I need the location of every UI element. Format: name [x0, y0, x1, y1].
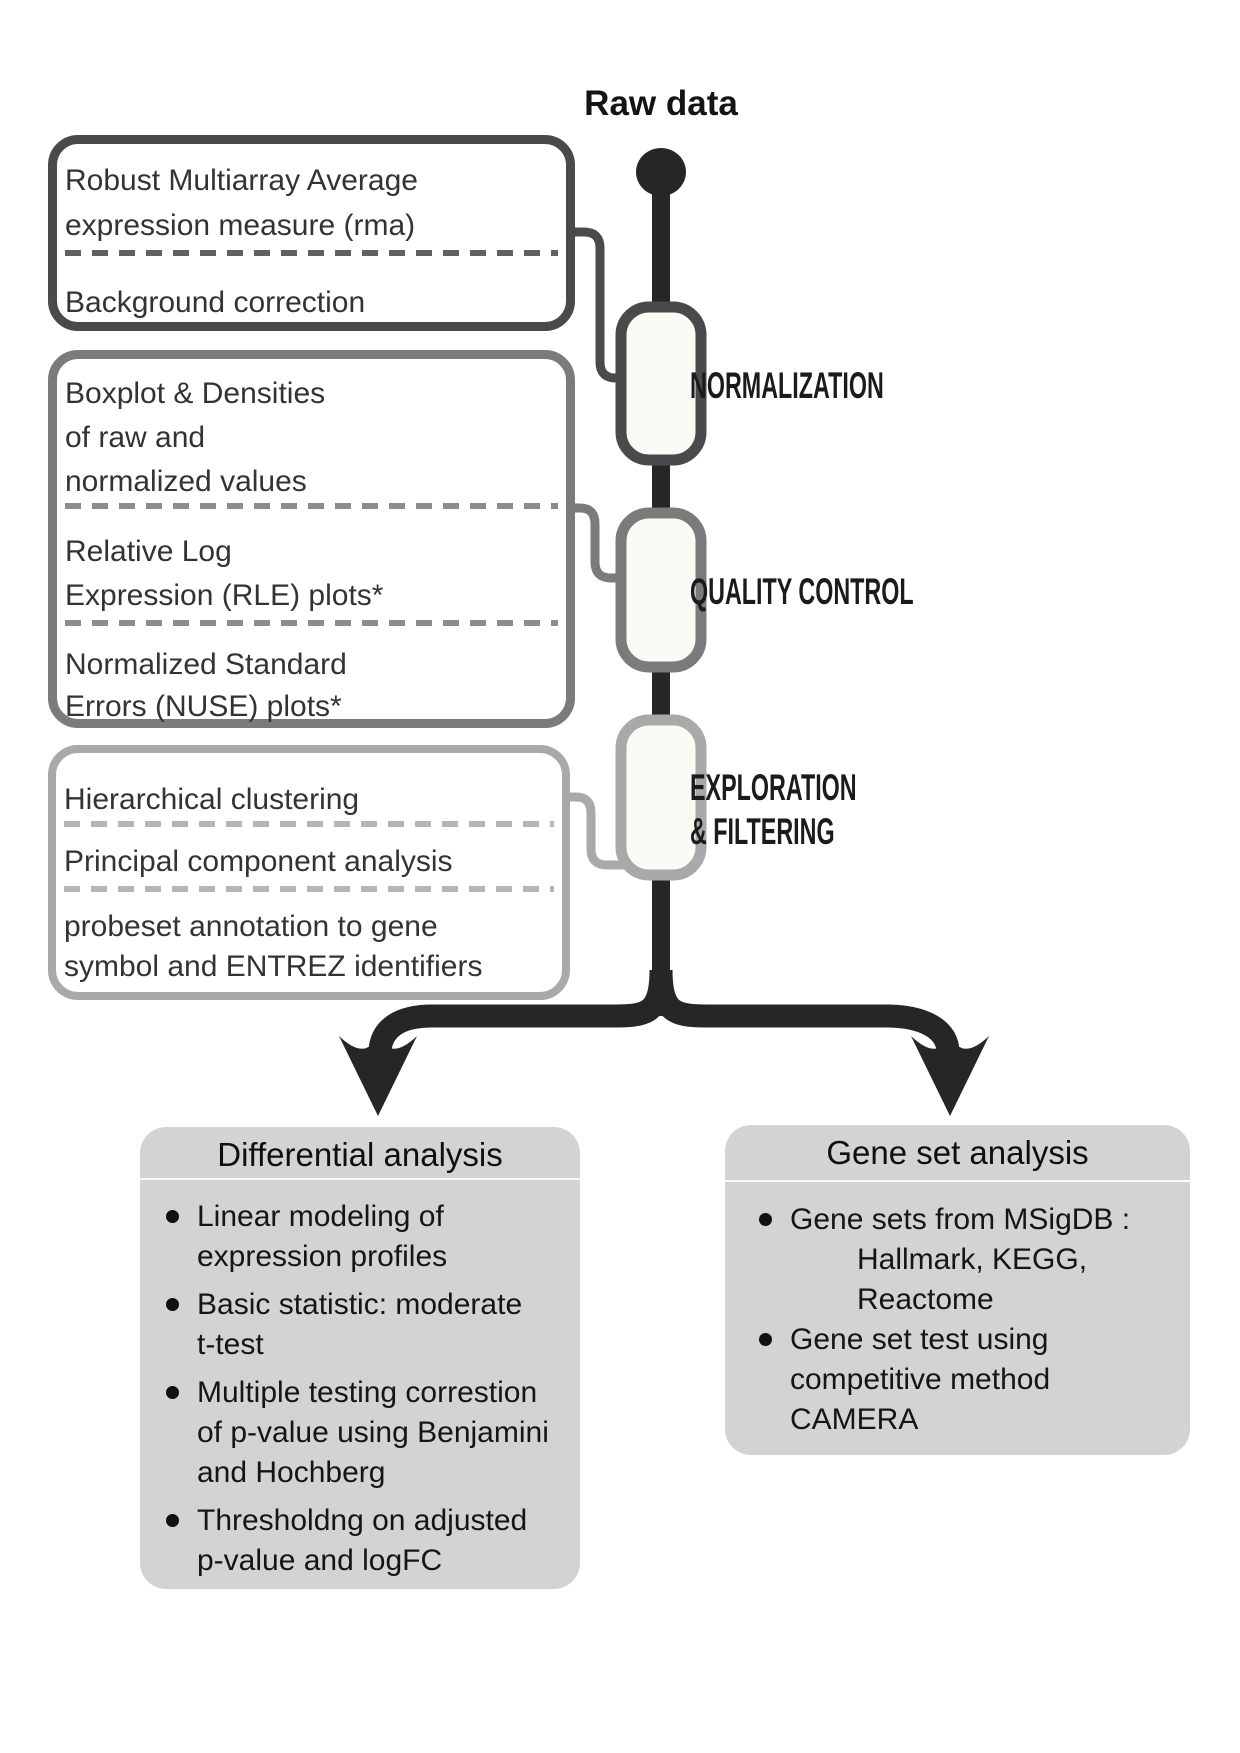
- box-item-line: Expression (RLE) plots*: [65, 579, 384, 612]
- dashed-divider: [65, 503, 558, 509]
- bullet-subline: Hallmark, KEGG,: [857, 1243, 1088, 1276]
- box-item-line: Background correction: [65, 286, 366, 319]
- box-item-line: of raw and: [65, 421, 206, 454]
- box-item: [65, 158, 560, 248]
- gene-set-analysis-bullets: [790, 1200, 1182, 1440]
- bullet-line: competitive method: [790, 1363, 1051, 1396]
- bullet-line: Basic statistic: moderate: [197, 1288, 523, 1321]
- bullet-item: [197, 1197, 572, 1277]
- stage-label-normalization: [690, 364, 998, 408]
- box-item: [64, 841, 556, 883]
- bullet-item: [790, 1320, 1182, 1440]
- gene-set-analysis-box: [725, 1125, 1190, 1455]
- stage-pill-exploration: [621, 720, 701, 875]
- bullet-line: Linear modeling of: [197, 1200, 444, 1233]
- bullet-line: p-value and logFC: [197, 1544, 443, 1577]
- box-item-line: Relative Log: [65, 535, 232, 568]
- bullet-line: Thresholdng on adjusted: [197, 1504, 528, 1537]
- box-item: [64, 779, 556, 821]
- differential-analysis-box: [140, 1127, 580, 1589]
- branch-arm-right: [661, 970, 948, 1050]
- bullet-item: [197, 1501, 572, 1581]
- stage-label-line: & FILTERING: [690, 811, 835, 852]
- bullet-line: t-test: [197, 1328, 264, 1361]
- bullet-item: [197, 1373, 572, 1493]
- box-item: [65, 644, 560, 728]
- dashed-divider: [64, 821, 554, 827]
- stage-label-quality-control: [690, 570, 1045, 614]
- box-item-line: expression measure (rma): [65, 209, 416, 242]
- bullet-line: of p-value using Benjamini: [197, 1416, 549, 1449]
- gene-set-analysis-title: Gene set analysis: [826, 1134, 1089, 1171]
- stage-label-line: EXPLORATION: [690, 767, 857, 808]
- bullet-subline: Reactome: [857, 1283, 994, 1316]
- dashed-divider: [65, 250, 558, 256]
- bullet-line: Multiple testing correstion: [197, 1376, 538, 1409]
- stage-label-line: NORMALIZATION: [690, 365, 884, 406]
- title-separator: [725, 1180, 1190, 1182]
- bullet-line: Gene set test using: [790, 1323, 1049, 1356]
- branch-arrowhead-right-icon: [911, 1030, 989, 1116]
- exploration-box: [48, 745, 570, 1000]
- box-item-line: symbol and ENTREZ identifiers: [64, 950, 483, 983]
- box-item-line: Hierarchical clustering: [64, 783, 360, 816]
- box-item-line: Normalized Standard: [65, 648, 347, 681]
- bullet-line: Gene sets from MSigDB :: [790, 1203, 1131, 1236]
- box-item-line: probeset annotation to gene: [64, 910, 438, 943]
- box-item-line: Principal component analysis: [64, 845, 453, 878]
- differential-analysis-title: Differential analysis: [217, 1136, 503, 1173]
- stage-label-exploration: [690, 766, 955, 854]
- quality-control-box: [48, 350, 575, 728]
- raw-data-label: Raw data: [584, 84, 738, 123]
- stage-label-line: QUALITY CONTROL: [690, 571, 914, 612]
- stage-pill-quality-control: [621, 513, 701, 667]
- box-item: [65, 280, 560, 325]
- bullet-line: and Hochberg: [197, 1456, 386, 1489]
- differential-analysis-bullets: [197, 1197, 572, 1589]
- title-separator: [140, 1178, 580, 1180]
- box-item: [65, 372, 560, 504]
- dashed-divider: [65, 620, 558, 626]
- bullet-line: expression profiles: [197, 1240, 448, 1273]
- normalization-box: [48, 135, 575, 331]
- box-item: [65, 530, 560, 618]
- stage-pill-normalization: [621, 307, 701, 460]
- box-item-line: Boxplot & Densities: [65, 377, 326, 410]
- box-item-line: Errors (NUSE) plots*: [65, 690, 342, 723]
- box-item-line: Robust Multiarray Average: [65, 164, 418, 197]
- box-item-line: normalized values: [65, 465, 307, 498]
- bullet-item: [197, 1285, 572, 1365]
- branch-arrowhead-left-icon: [339, 1030, 417, 1116]
- box-item: [64, 907, 556, 987]
- dashed-divider: [64, 886, 554, 892]
- bullet-item: [790, 1200, 1182, 1320]
- raw-data-dot: [636, 148, 686, 196]
- bullet-line: CAMERA: [790, 1403, 919, 1436]
